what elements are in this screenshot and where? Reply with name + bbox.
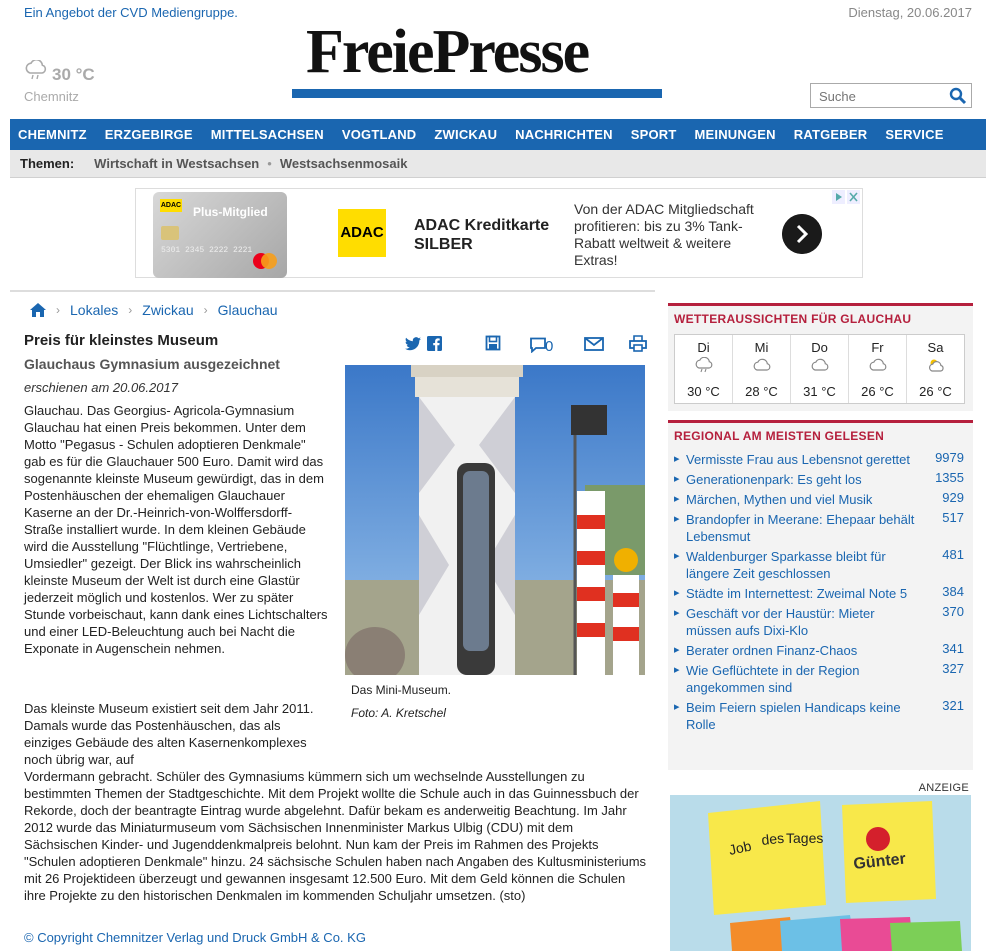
most-read-text: Berater ordnen Finanz-Chaos [686, 643, 858, 658]
share-toolbar [405, 335, 640, 359]
breadcrumb [30, 302, 278, 318]
cloud-icon [752, 357, 772, 373]
cloud-icon [810, 357, 830, 373]
header-weather-city: Chemnitz [24, 89, 79, 104]
article-paragraph: Vordermann gebracht. Schüler des Gymnasiums kümmern sich um wechselnde Ausstellungen zu bestimmten Themen der Stadtgeschichte. Mit dem Projekt wollte die Schule auch in das Guinnessbuch der Rekorde, doch der beantragte Eintrag wurde abgelehnt. Dafür bekam es anderweitig Beachtung. Im Jahr 2012 wurde das Miniaturmuseum vom Sächsischen Innenminister Markus Ulbig (CDU) mit dem Sächsischen Kinder- und Jugenddenkmalpreis belohnt. Nun kam der Preis im Rahmen des Projekts "Schulen adoptieren Denkmale" hinzu. 24 sächsische Schulen haben nach Angaben des Kultusministeriums mit 26 Projektideen überzeugt und gewannen insgesamt 12.500 Euro. Mit dem Geld können die Schulen ihre Projekte zu den historischen Denkmalen im kommenden Schuljahr umsetzen. (sto) [24, 769, 647, 903]
most-read-text: Generationenpark: Es geht los [686, 472, 862, 487]
article-column [10, 290, 655, 951]
comment-count[interactable]: 0 [545, 338, 554, 355]
nav-item-zwickau[interactable]: ZWICKAU [434, 127, 498, 142]
article-subtitle: Glauchaus Gymnasium ausgezeichnet [24, 356, 280, 372]
weather-day-name: Do [811, 340, 828, 355]
ad-copy: Von der ADAC Mitgliedschaft profitieren: bis zu 3% Tank-Rabatt weltweit & weitere Extras! [574, 201, 754, 268]
arrow-right-icon: ▸ [674, 550, 680, 562]
job-des-tages-ad-image[interactable] [670, 795, 971, 951]
weather-day[interactable] [907, 335, 964, 403]
most-read-count: 384 [942, 584, 964, 599]
weather-day-name: Mi [754, 340, 769, 355]
facebook-icon[interactable] [427, 336, 442, 351]
arrow-right-icon: ▸ [674, 607, 680, 619]
weather-day[interactable] [733, 335, 791, 403]
themen-bar [10, 150, 986, 178]
nav-item-service[interactable]: SERVICE [885, 127, 944, 142]
logo-bar [292, 89, 662, 98]
print-icon[interactable] [629, 335, 647, 352]
adac-logo: ADAC [338, 209, 386, 257]
most-read-item[interactable] [674, 699, 966, 733]
most-read-count: 370 [942, 604, 964, 619]
themen-item-westsachsenmosaik[interactable]: Westsachsenmosaik [279, 156, 408, 171]
nav-item-chemnitz[interactable]: CHEMNITZ [18, 127, 87, 142]
arrow-right-icon: ▸ [674, 513, 680, 525]
most-read-item[interactable] [674, 471, 966, 488]
article-date: erschienen am 20.06.2017 [24, 380, 178, 395]
weather-box-title: WETTERAUSSICHTEN FÜR GLAUCHAU [674, 312, 912, 326]
note-word-job: Job [727, 837, 753, 858]
arrow-right-icon: ▸ [674, 587, 680, 599]
most-read-text: Vermisste Frau aus Lebensnot gerettet [686, 452, 911, 467]
cvd-link[interactable]: Ein Angebot der CVD Mediengruppe. [24, 5, 238, 20]
cloud-icon [868, 357, 888, 373]
note-word-tages: Tages [786, 830, 824, 846]
nav-item-vogtland[interactable]: VOGTLAND [341, 127, 417, 142]
site-header [10, 0, 986, 118]
weather-day[interactable] [791, 335, 849, 403]
weather-days [674, 334, 965, 404]
nav-item-mittelsachsen[interactable]: MITTELSACHSEN [210, 127, 324, 142]
nav-item-meinungen[interactable]: MEINUNGEN [694, 127, 776, 142]
weather-forecast-box [668, 303, 973, 411]
most-read-count: 481 [942, 547, 964, 562]
arrow-right-icon: ▸ [674, 701, 680, 713]
most-read-count: 517 [942, 510, 964, 525]
card-chip [161, 226, 179, 240]
nav-item-ratgeber[interactable]: RATGEBER [793, 127, 868, 142]
weather-day-name: Fr [871, 340, 884, 355]
weather-day[interactable] [675, 335, 733, 403]
most-read-item[interactable] [674, 642, 966, 659]
weather-day-temp: 26 °C [861, 384, 894, 399]
search-box [810, 83, 972, 108]
nav-item-sport[interactable]: SPORT [630, 127, 677, 142]
cloud-rain-icon [694, 357, 714, 373]
most-read-text: Brandopfer in Meerane: Ehepaar behält Lebensmut [686, 512, 915, 544]
most-read-list [674, 451, 966, 736]
most-read-text: Waldenburger Sparkasse bleibt für längere Zeit geschlossen [686, 549, 886, 581]
breadcrumb-separator: › [56, 303, 60, 317]
arrow-right-icon: ▸ [674, 493, 680, 505]
photo-caption: Das Mini-Museum. [351, 683, 452, 697]
sidebar-ad[interactable] [668, 780, 973, 951]
article-paragraph: Glauchau. Das Georgius- Agricola-Gymnasium Glauchau hat einen Preis bekommen. Unter dem Motto "Pegasus - Schulen adoptieren Denkmale" gab es für die Glauchauer 500 Euro. Damit wird das sogenannte kleinste Museum gewürdigt, das in dem Postenhäuschen der ehemaligen Glauchauer Kaserne an der Dr.-Heinrich-von-Wolffersdorff-Straße installiert wurde. In dem kleinen Gebäude wird die Ausstellung "Flüchtlinge, Vertriebene, Umsiedler" gezeigt. Der Blick ins wahrscheinlich kleinste Museum der Welt ist durch eine Glastür jederzeit möglich und kostenlos. Wer zu später Stunde vorbeischaut, kann dank eines Lichtschalters und einer LED-Beleuchtung auch bei Nacht die Exponate in Augenschein nehmen. [24, 403, 328, 656]
arrow-right-icon: ▸ [674, 664, 680, 676]
credit-card-image [153, 192, 287, 278]
cloud-rain-icon [24, 60, 48, 80]
most-read-text: Wie Geflüchtete in der Region angekommen sind [686, 663, 860, 695]
most-read-count: 929 [942, 490, 964, 505]
copyright-link[interactable]: © Copyright Chemnitzer Verlag und Druck GmbH & Co. KG [24, 930, 366, 945]
weather-day-name: Sa [927, 340, 944, 355]
card-brand: ADAC [160, 199, 182, 212]
arrow-right-icon: ▸ [674, 473, 680, 485]
themen-label: Themen: [20, 156, 75, 171]
photo-credit: Foto: A. Kretschel [351, 706, 446, 720]
most-read-item[interactable] [674, 451, 966, 468]
breadcrumb-lokales[interactable]: Lokales [70, 302, 119, 318]
ad-title: ADAC Kreditkarte SILBER [414, 217, 550, 253]
banner-ad[interactable] [135, 188, 863, 278]
article-photo[interactable] [345, 365, 645, 675]
weather-day-temp: 28 °C [745, 384, 778, 399]
home-icon[interactable] [30, 303, 46, 317]
most-read-item[interactable] [674, 662, 966, 696]
logo-text: FreiePresse [306, 18, 589, 86]
nav-item-nachrichten[interactable]: NACHRICHTEN [515, 127, 613, 142]
breadcrumb-zwickau[interactable]: Zwickau [142, 302, 194, 318]
most-read-count: 327 [942, 661, 964, 676]
current-date: Dienstag, 20.06.2017 [848, 5, 972, 20]
most-read-item[interactable] [674, 548, 966, 582]
most-read-count: 341 [942, 641, 964, 656]
themen-separator: • [267, 156, 272, 171]
mastercard-icon [250, 252, 280, 270]
note-word-des: des [760, 829, 785, 848]
header-weather-temp: 30 °C [52, 65, 95, 84]
breadcrumb-glauchau[interactable]: Glauchau [217, 302, 278, 318]
search-input[interactable] [819, 89, 947, 104]
weather-day-temp: 26 °C [919, 384, 952, 399]
bookmark-icon[interactable] [485, 335, 501, 351]
most-read-item[interactable] [674, 491, 966, 508]
breadcrumb-separator: › [128, 303, 133, 317]
themen-item-wirtschaft[interactable]: Wirtschaft in Westsachsen [94, 156, 260, 171]
breadcrumb-separator: › [203, 303, 208, 317]
weather-day-name: Di [697, 340, 710, 355]
arrow-right-icon: ▸ [674, 644, 680, 656]
freie-presse-logo[interactable] [292, 20, 662, 100]
most-read-item[interactable] [674, 605, 966, 639]
most-read-text: Beim Feiern spielen Handicaps keine Rolle [686, 700, 901, 732]
sun-cloud-icon [926, 357, 946, 373]
arrow-right-icon: ▸ [674, 453, 680, 465]
card-number: 5301 2345 2222 2221 [161, 246, 253, 255]
article-title: Preis für kleinstes Museum [24, 332, 219, 349]
chevron-right-icon[interactable] [782, 214, 822, 254]
adchoices-icon[interactable] [832, 190, 860, 204]
article-paragraph: Das kleinste Museum existiert seit dem Jahr 2011. Damals wurde das Postenhäuschen, das als einziges Gebäude des alten Kasernenkomplexes noch übrig war, auf [24, 701, 314, 767]
card-label: Plus-Mitglied [193, 205, 268, 219]
most-read-title: REGIONAL AM MEISTEN GELESEN [674, 429, 885, 443]
most-read-text: Geschäft vor der Haustür: Mieter müssen aufs Dixi-Klo [686, 606, 875, 638]
most-read-item[interactable] [674, 585, 966, 602]
most-read-count: 1355 [935, 470, 964, 485]
most-read-count: 321 [942, 698, 964, 713]
search-icon[interactable] [949, 87, 967, 105]
weather-day-temp: 31 °C [803, 384, 836, 399]
twitter-icon[interactable] [405, 337, 421, 351]
most-read-text: Märchen, Mythen und viel Musik [686, 492, 873, 507]
main-nav [10, 119, 986, 150]
weather-day[interactable] [849, 335, 907, 403]
ad-label: ANZEIGE [918, 782, 969, 794]
nav-item-erzgebirge[interactable]: ERZGEBIRGE [104, 127, 193, 142]
most-read-text: Städte im Internettest: Zweimal Note 5 [686, 586, 908, 601]
most-read-count: 9979 [935, 450, 964, 465]
most-read-item[interactable] [674, 511, 966, 545]
weather-day-temp: 30 °C [687, 384, 720, 399]
most-read-box [668, 420, 973, 770]
email-icon[interactable] [584, 337, 604, 351]
brand-text: Günter [852, 850, 907, 873]
